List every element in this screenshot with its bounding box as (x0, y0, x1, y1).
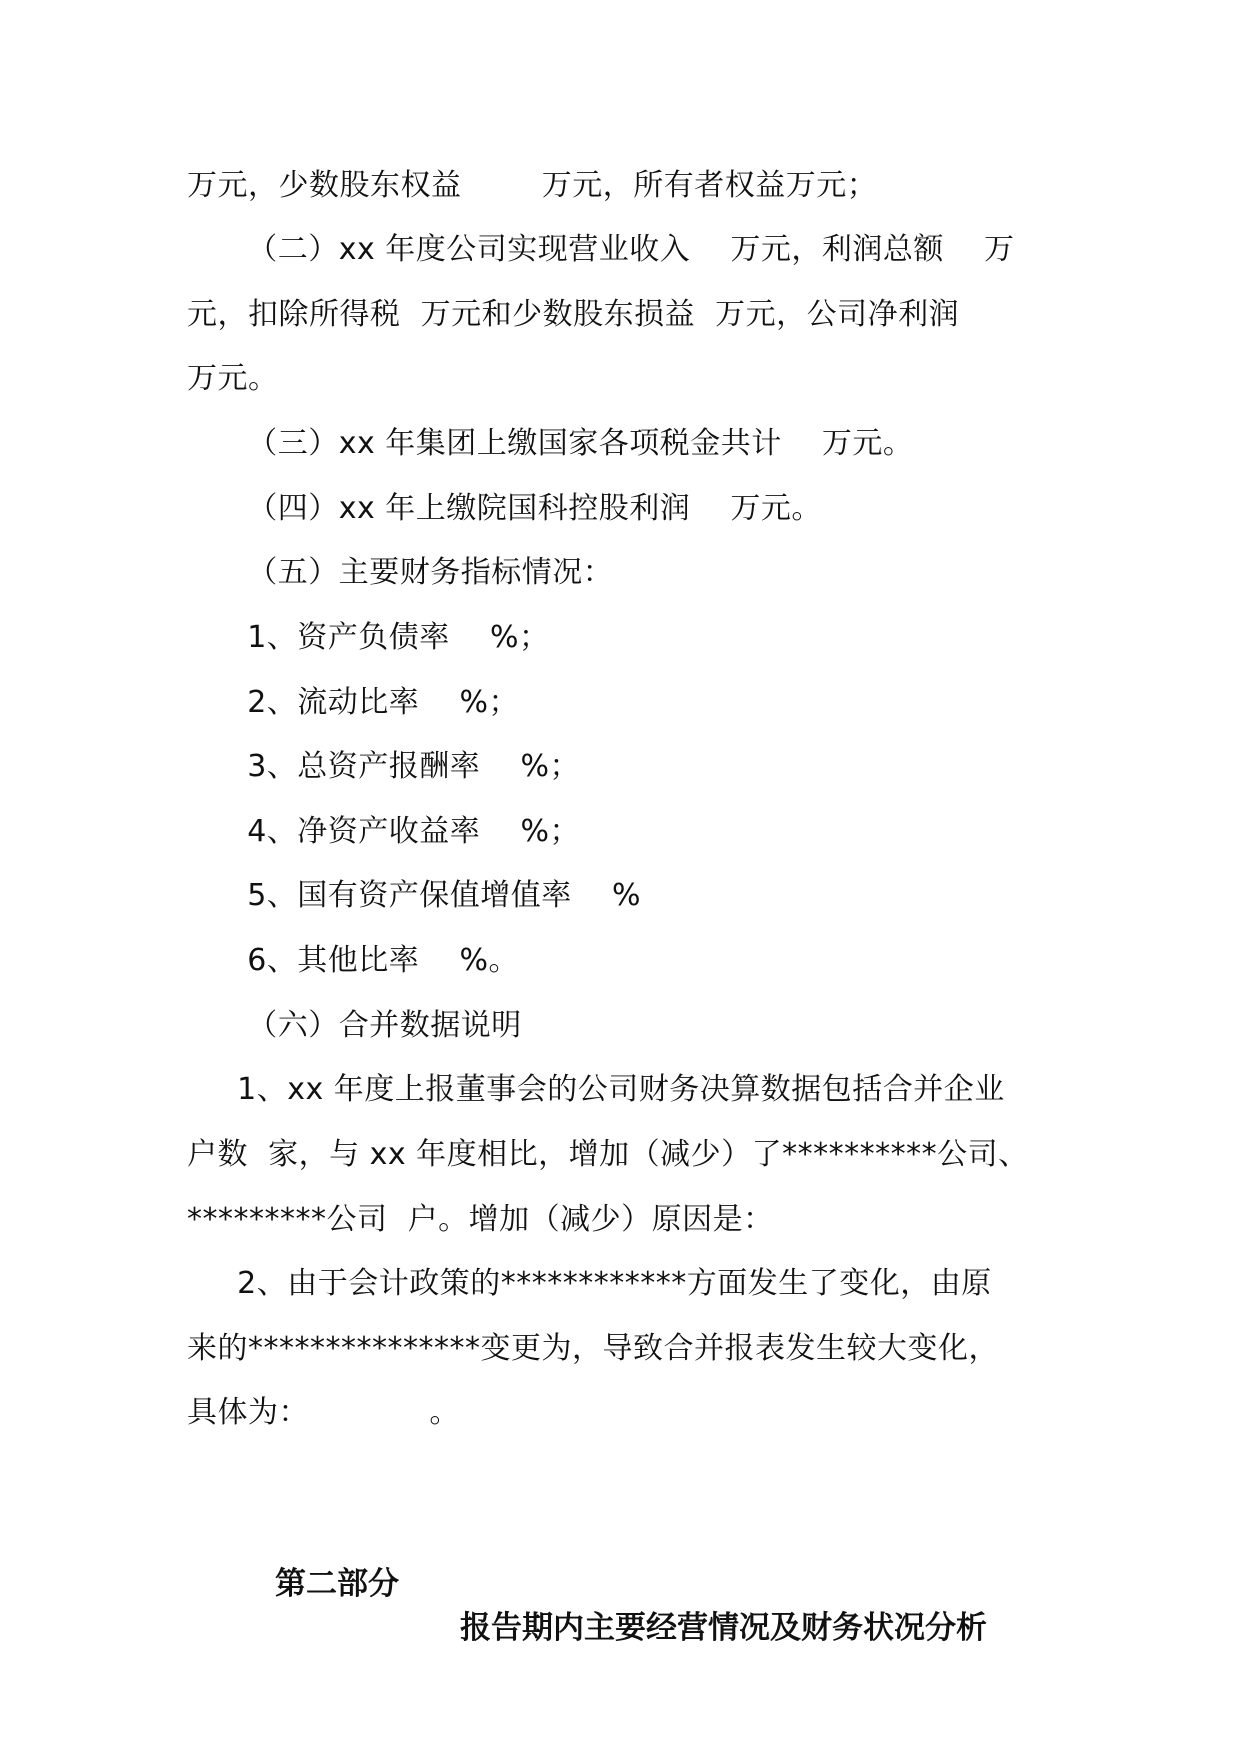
text-line-17: *********公司 户。增加（减少）原因是： (187, 1202, 774, 1237)
section-heading-part: 第二部分 (275, 1566, 399, 1602)
text-line-2: （二）xx 年度公司实现营业收入 万元，利润总额 万 (187, 232, 1015, 267)
text-line-11: 4、净资产收益率 %； (187, 814, 580, 849)
text-line-19: 来的***************变更为，导致合并报表发生较大变化， (187, 1331, 999, 1366)
text-line-3: 元，扣除所得税 万元和少数股东损益 万元，公司净利润 (187, 297, 960, 332)
text-line-13: 6、其他比率 %。 (187, 943, 519, 978)
text-line-4: 万元。 (187, 361, 279, 396)
text-line-5: （三）xx 年集团上缴国家各项税金共计 万元。 (187, 426, 914, 461)
text-line-1: 万元，少数股东权益 万元，所有者权益万元； (187, 168, 878, 203)
text-line-18: 2、由于会计政策的************方面发生了变化，由原 (187, 1266, 992, 1301)
text-line-20: 具体为： 。 (187, 1395, 460, 1430)
text-line-8: 1、资产负债率 %； (187, 620, 550, 655)
text-line-15: 1、xx 年度上报董事会的公司财务决算数据包括合并企业 (187, 1072, 1005, 1107)
section-heading (0, 1518, 1241, 1694)
text-line-7: （五）主要财务指标情况： (187, 555, 614, 590)
text-line-9: 2、流动比率 %； (187, 685, 519, 720)
text-line-6: （四）xx 年上缴院国科控股利润 万元。 (187, 491, 822, 526)
section-heading-title: 报告期内主要经营情况及财务状况分析 (460, 1610, 987, 1646)
text-line-12: 5、国有资产保值增值率 % (187, 878, 641, 913)
text-line-10: 3、总资产报酬率 %； (187, 749, 580, 784)
text-line-16: 户数 家，与 xx 年度相比，增加（减少）了**********公司、 (187, 1137, 1029, 1172)
text-line-14: （六）合并数据说明 (187, 1008, 522, 1043)
